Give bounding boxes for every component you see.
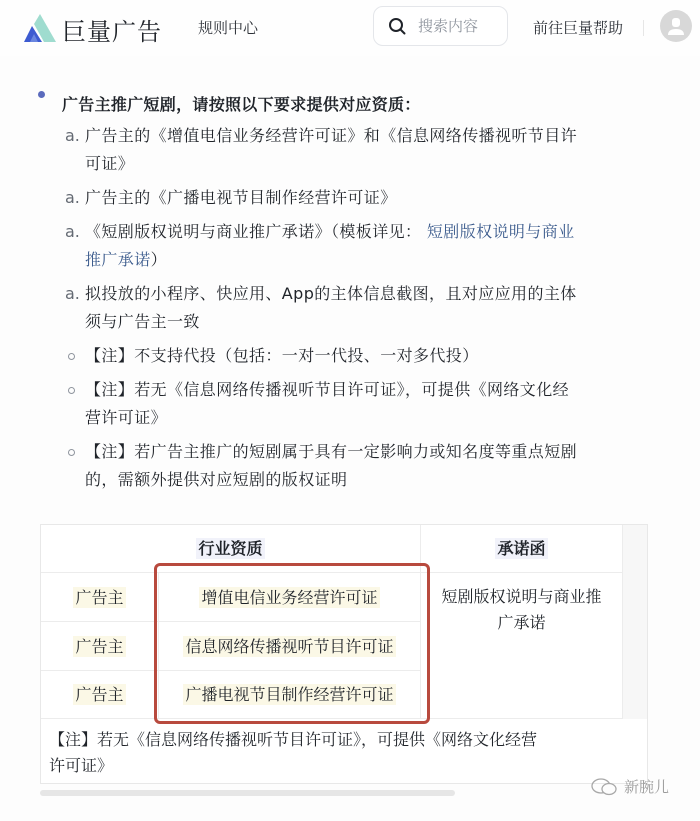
requirement-text-prefix: 《短剧版权说明与商业推广承诺》（模板详见： bbox=[85, 222, 422, 241]
go-to-help-link[interactable]: 前往巨量帮助 bbox=[533, 19, 624, 37]
juliang-logo-icon[interactable] bbox=[22, 14, 56, 42]
requirement-item bbox=[65, 218, 655, 274]
template-link-continued[interactable]: 推广承诺 bbox=[85, 250, 151, 269]
qualification-table bbox=[40, 524, 648, 784]
bullet-dot bbox=[38, 91, 45, 98]
header-divider bbox=[643, 20, 644, 36]
note-text-line2: 营许可证》 bbox=[85, 408, 168, 427]
table-cell-subject: 广告主 bbox=[41, 671, 159, 719]
note-item bbox=[65, 342, 655, 370]
note-item bbox=[65, 376, 655, 432]
table-horizontal-scrollbar[interactable] bbox=[40, 790, 455, 796]
requirement-text-line2: 须与广告主一致 bbox=[85, 312, 200, 331]
note-text-line2: 的，需额外提供对应短剧的版权证明 bbox=[85, 470, 348, 489]
requirement-text-line1: 广告主的《增值电信业务经营许可证》和《信息网络传播视听节目许 bbox=[85, 126, 578, 145]
note-text-line1: 【注】不支持代投（包括：一对一代投、一对多代投） bbox=[85, 346, 479, 365]
requirement-item bbox=[65, 184, 655, 212]
note-text-line1: 【注】若广告主推广的短剧属于具有一定影响力或知名度等重点短剧 bbox=[85, 442, 578, 461]
note-item bbox=[65, 438, 655, 494]
search-input[interactable] bbox=[418, 16, 504, 36]
wechat-icon bbox=[590, 777, 620, 797]
hollow-bullet-icon bbox=[68, 387, 75, 394]
list-marker: a. bbox=[65, 222, 80, 241]
table-footer-note: 【注】若无《信息网络传播视听节目许可证》，可提供《网络文化经营 许可证》 bbox=[49, 730, 538, 775]
requirement-text-line1: 拟投放的小程序、快应用、App的主体信息截图，且对应应用的主体 bbox=[85, 284, 577, 303]
header-qualification: 行业资质 bbox=[41, 525, 421, 573]
watermark: 新腕儿 bbox=[590, 776, 669, 797]
list-marker: a. bbox=[65, 284, 80, 303]
requirement-text-line2: 可证》 bbox=[85, 154, 135, 173]
table-horizontal-overflow bbox=[623, 525, 647, 719]
table-cell-license: 增值电信业务经营许可证 bbox=[159, 573, 421, 622]
table-cell-license: 广播电视节目制作经营许可证 bbox=[159, 671, 421, 719]
requirement-item bbox=[65, 280, 655, 336]
table-cell-license: 信息网络传播视听节目许可证 bbox=[159, 622, 421, 671]
user-avatar[interactable] bbox=[660, 10, 692, 42]
list-marker: a. bbox=[65, 126, 80, 145]
hollow-bullet-icon bbox=[68, 449, 75, 456]
table-cell-commitment: 短剧版权说明与商业推 广承诺 bbox=[421, 573, 623, 719]
brand-name[interactable]: 巨量广告 bbox=[62, 18, 162, 46]
note-text-line1: 【注】若无《信息网络传播视听节目许可证》，可提供《网络文化经 bbox=[85, 380, 570, 399]
section-title: 广告主推广短剧，请按照以下要求提供对应资质： bbox=[62, 95, 421, 114]
requirement-text-suffix: ） bbox=[150, 250, 168, 269]
requirement-item bbox=[65, 122, 655, 178]
search-icon[interactable] bbox=[388, 17, 406, 35]
search-box[interactable] bbox=[373, 6, 508, 46]
requirement-text-line1: 广告主的《广播电视节目制作经营许可证》 bbox=[85, 188, 397, 207]
table-cell-subject: 广告主 bbox=[41, 622, 159, 671]
user-icon bbox=[660, 10, 692, 42]
table-cell-subject: 广告主 bbox=[41, 573, 159, 622]
header-commitment: 承诺函 bbox=[421, 525, 623, 573]
hollow-bullet-icon bbox=[68, 353, 75, 360]
list-marker: a. bbox=[65, 188, 80, 207]
top-nav-bar bbox=[0, 0, 700, 56]
template-link[interactable]: 短剧版权说明与商业 bbox=[426, 222, 575, 241]
nav-rules-center[interactable]: 规则中心 bbox=[198, 19, 259, 37]
